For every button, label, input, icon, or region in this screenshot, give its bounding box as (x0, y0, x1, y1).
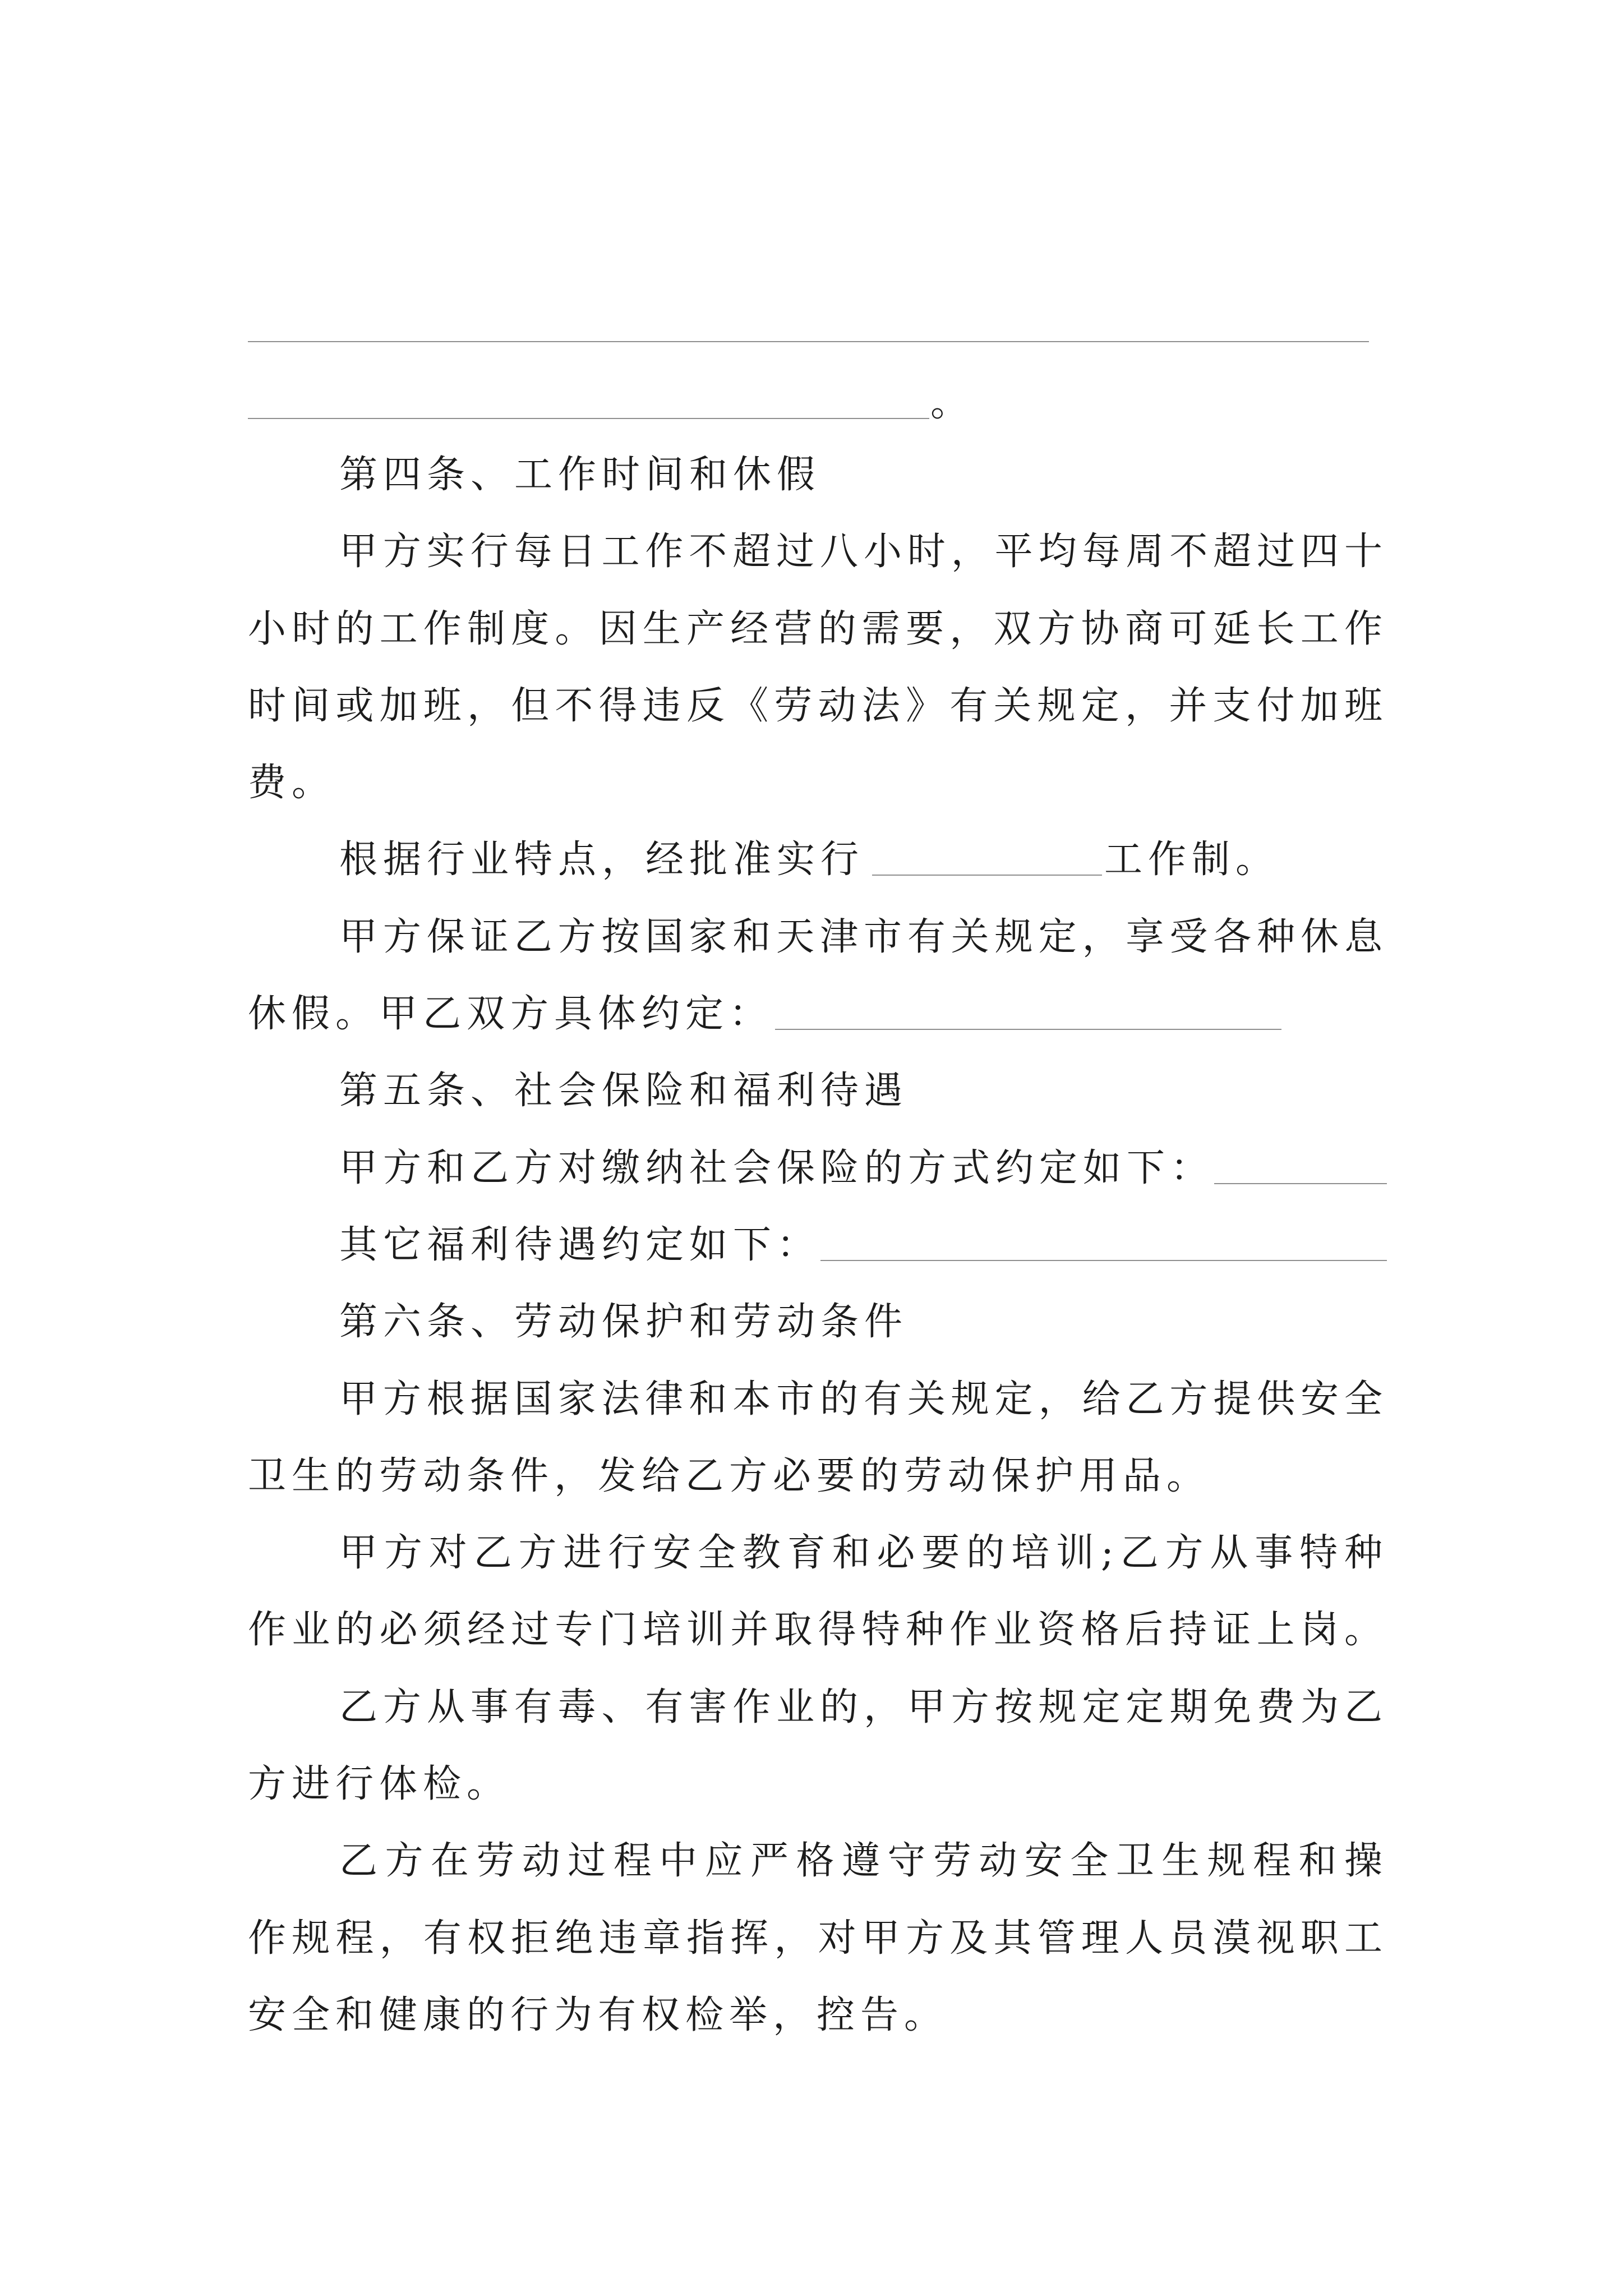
line-text: 休假。甲乙双方具体约定： (248, 992, 773, 1037)
paragraph-line: 甲方根据国家法律和本市的有关规定，给乙方提供安全 (339, 1377, 1387, 1421)
fill-in-blank (872, 875, 1102, 876)
article-heading: 第四条、工作时间和休假 (339, 453, 821, 497)
fill-in-blank (820, 1260, 1387, 1261)
paragraph-line (248, 976, 1387, 1052)
paragraph-line: 甲方对乙方进行安全教育和必要的培训;乙方从事特种 (339, 1531, 1387, 1576)
line-text: 根据行业特点，经批准实行 (339, 838, 865, 882)
end-mark: 。 (930, 381, 975, 425)
fill-in-line (248, 365, 1387, 441)
paragraph-line: 作业的必须经过专门培训并取得特种作业资格后持证上岗。 (248, 1608, 1387, 1653)
line-text: 其它福利待遇约定如下： (339, 1222, 821, 1267)
fill-in-blank (775, 1029, 1281, 1030)
paragraph-line (248, 1130, 1387, 1207)
paragraph-line: 乙方从事有毒、有害作业的，甲方按规定定期免费为乙 (339, 1685, 1387, 1729)
paragraph-line: 安全和健康的行为有权检举，控告。 (248, 1993, 948, 2037)
paragraph-line: 卫生的劳动条件，发给乙方必要的劳动保护用品。 (248, 1453, 1211, 1498)
fill-in-blank (1214, 1183, 1387, 1184)
article-heading: 第六条、劳动保护和劳动条件 (339, 1300, 909, 1345)
paragraph-line: 甲方实行每日工作不超过八小时，平均每周不超过四十 (339, 530, 1387, 574)
paragraph-line: 乙方在劳动过程中应严格遵守劳动安全卫生规程和操 (339, 1839, 1387, 1884)
fill-in-blank (248, 341, 1369, 342)
paragraph-line: 费。 (248, 761, 336, 806)
line-text: 工作制。 (1104, 838, 1280, 882)
paragraph-line: 时间或加班，但不得违反《劳动法》有关规定，并支付加班 (248, 683, 1387, 728)
paragraph-line: 小时的工作制度。因生产经营的需要，双方协商可延长工作 (248, 606, 1387, 651)
paragraph-line: 方进行体检。 (248, 1762, 511, 1807)
paragraph-line: 甲方保证乙方按国家和天津市有关规定，享受各种休息 (339, 914, 1387, 959)
paragraph-line (248, 1207, 1387, 1283)
paragraph-line: 作规程，有权拒绝违章指挥，对甲方及其管理人员漠视职工 (248, 1916, 1387, 1961)
fill-in-blank (248, 418, 929, 419)
contract-body (248, 436, 1387, 2054)
paragraph-line (248, 821, 1387, 898)
article-heading: 第五条、社会保险和福利待遇 (339, 1069, 909, 1114)
line-text: 甲方和乙方对缴纳社会保险的方式约定如下： (339, 1145, 1215, 1190)
